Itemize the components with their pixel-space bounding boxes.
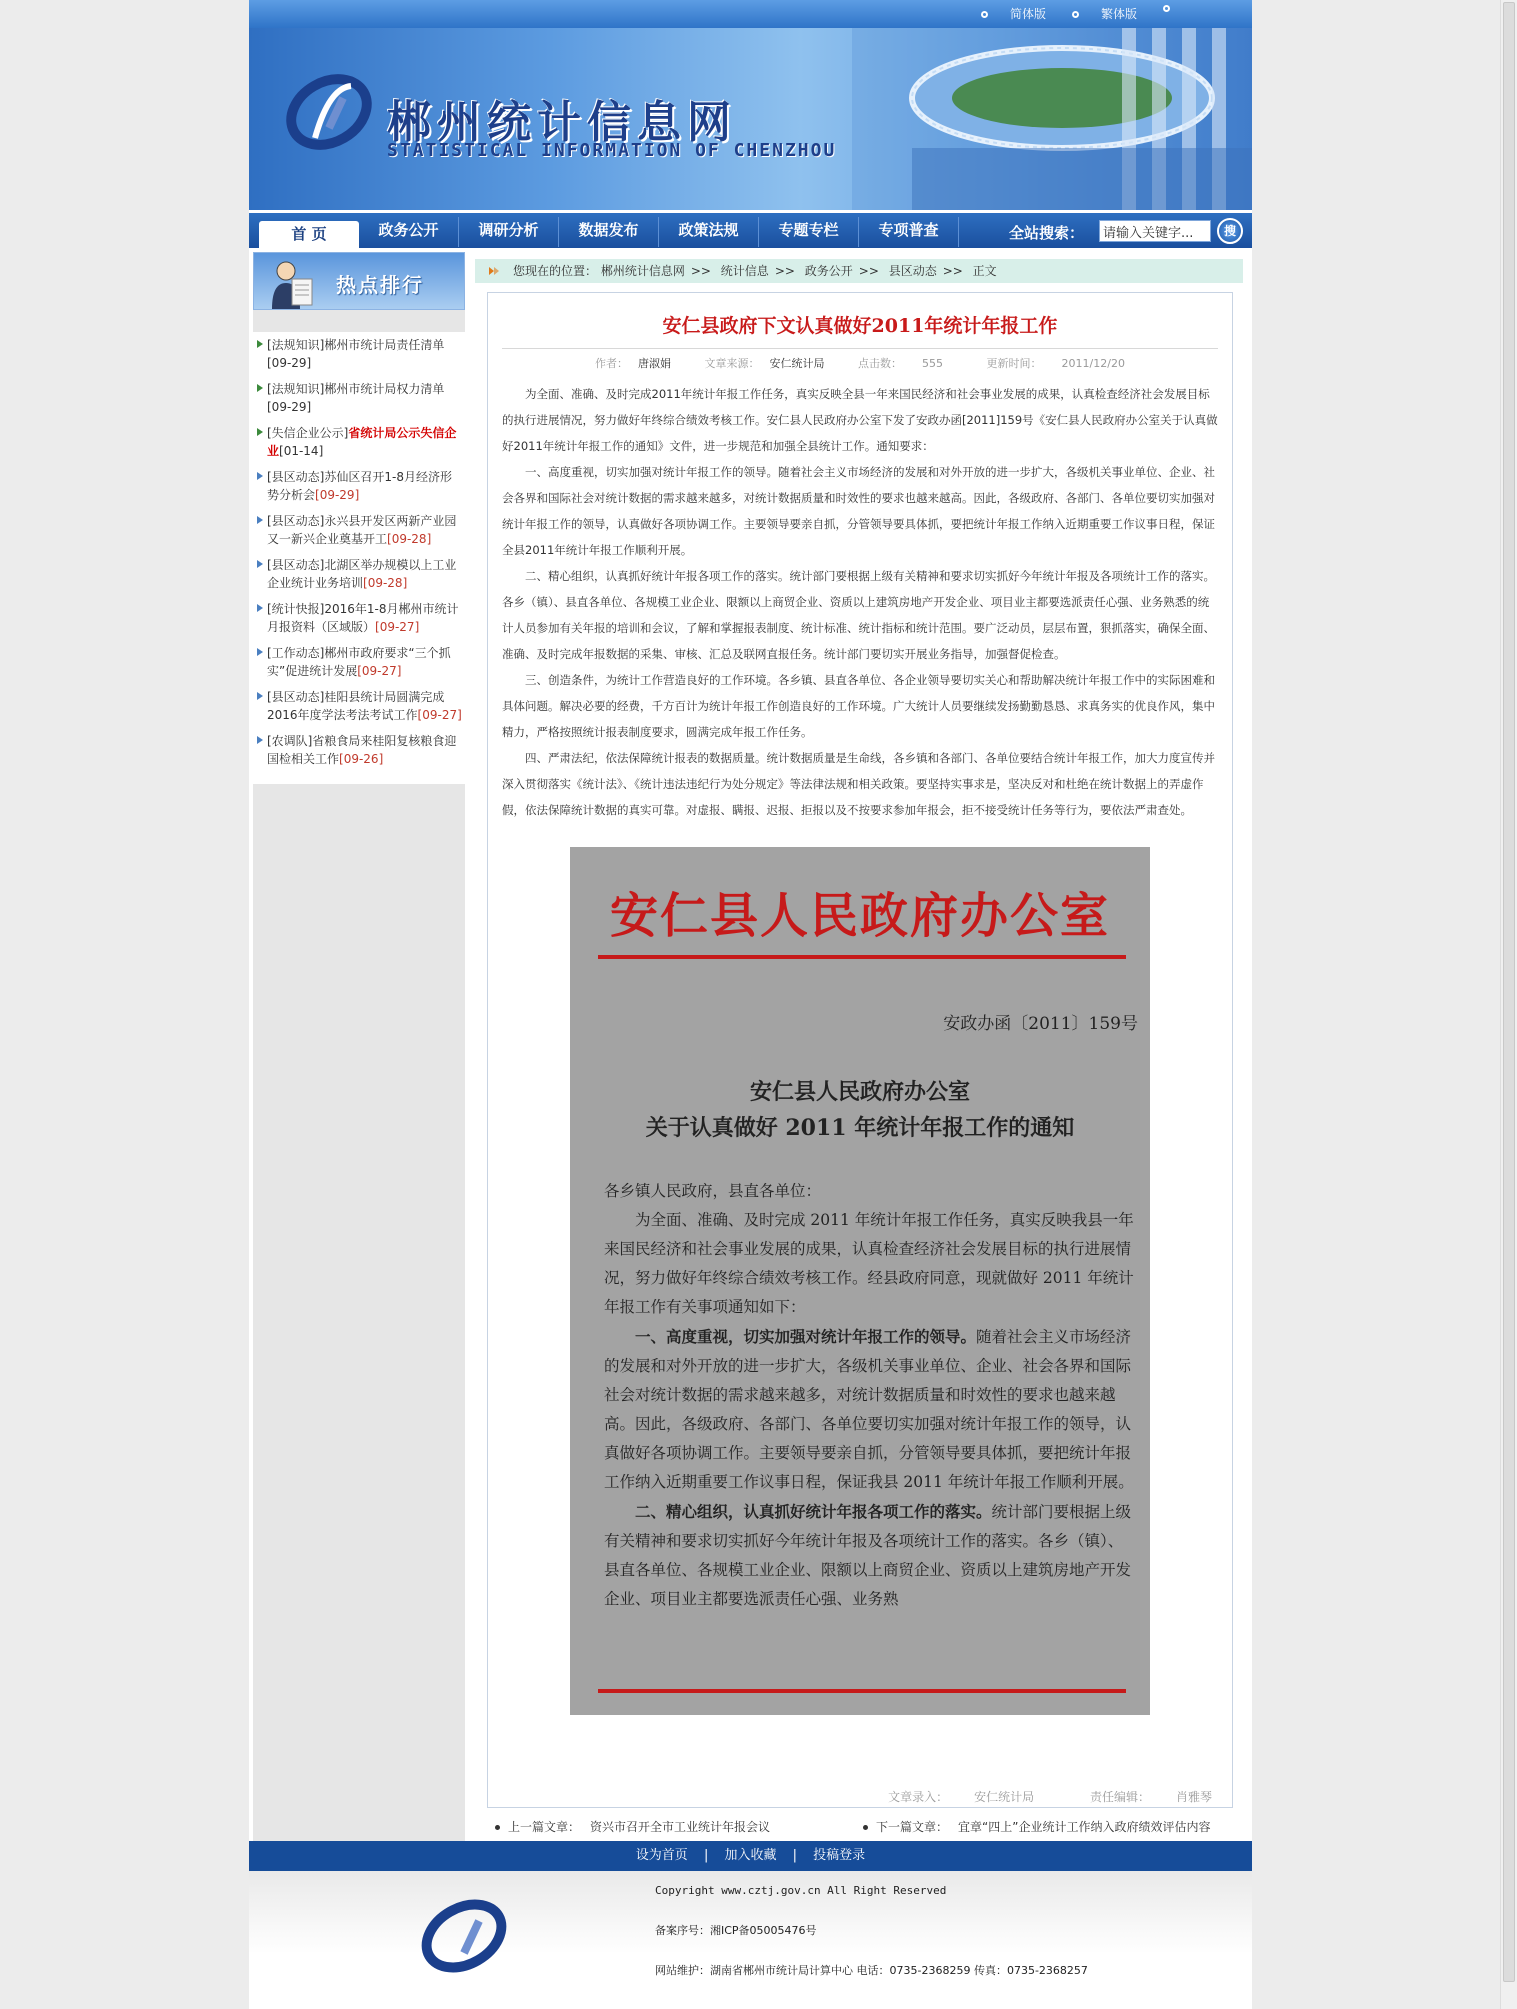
article-panel xyxy=(487,292,1233,1808)
arrow-icon xyxy=(257,384,263,392)
breadcrumb-link[interactable]: 郴州统计信息网 xyxy=(600,264,685,278)
list-item[interactable]: [统计快报]2016年1-8月郴州市统计月报资料（区域版）[09-27] xyxy=(255,600,463,636)
source: 安仁统计局 xyxy=(769,357,825,370)
set-homepage-link[interactable]: 设为首页 xyxy=(635,1848,688,1863)
bullet-icon xyxy=(495,1825,500,1830)
main-nav xyxy=(249,210,1252,248)
site-logo-icon xyxy=(285,68,373,156)
submit-login-link[interactable]: 投稿登录 xyxy=(813,1848,866,1863)
prev-article[interactable]: 上一篇文章： 资兴市召开全市工业统计年报会议 xyxy=(495,1816,770,1838)
search-input[interactable] xyxy=(1099,220,1211,242)
red-rule xyxy=(598,955,1126,959)
person-icon xyxy=(266,257,316,309)
sidebar xyxy=(253,252,465,1842)
bullet-icon xyxy=(1163,5,1170,12)
hot-ranking-header xyxy=(253,252,465,310)
arrow-icon xyxy=(257,736,263,744)
doc-title-line1: 安仁县人民政府办公室 xyxy=(749,1079,970,1105)
vertical-scrollbar[interactable] xyxy=(1500,0,1517,2009)
simplified-link[interactable]: 简体版 xyxy=(1009,7,1046,21)
paragraph: 为全面、准确、及时完成2011年统计年报工作任务，真实反映全县一年来国民经济和社会事业发展的成果，认真检查经济社会发展目标的执行进展情况，努力做好年终综合绩效考核工作。安仁县人民政府办公室下发了安政办函[2011]159号《安仁县人民政府办公室关于认真做好2011年统计年报工作的通知》文件，进一步规范和加强全县统计工作。通知要求： xyxy=(502,387,1218,453)
nav-policy[interactable]: 政策法规 xyxy=(659,217,759,247)
footer-links: 设为首页 | 加入收藏 | 投稿登录 xyxy=(249,1841,1252,1871)
arrow-icon xyxy=(257,472,263,480)
search-button[interactable]: 搜 xyxy=(1217,218,1243,244)
nav-data-release[interactable]: 数据发布 xyxy=(559,217,659,247)
breadcrumb-link[interactable]: 政务公开 xyxy=(804,264,853,278)
breadcrumb-current: 正文 xyxy=(972,264,997,278)
maintainer-info: 网站维护：湖南省郴州市统计局计算中心 电话：0735-2368259 传真：0735-2368257 xyxy=(655,1964,1088,1977)
site-title-en: STATISTICAL INFORMATION OF CHENZHOU xyxy=(387,140,837,161)
nav-census[interactable]: 专项普查 xyxy=(859,217,959,247)
next-article[interactable]: 下一篇文章： 宜章“四上”企业统计工作纳入政府绩效评估内容 xyxy=(863,1816,1210,1838)
nav-research[interactable]: 调研分析 xyxy=(459,217,559,247)
nav-gov-affairs[interactable]: 政务公开 xyxy=(359,217,459,247)
paragraph: 四、严肃法纪，依法保障统计报表的数据质量。统计数据质量是生命线，各乡镇和各部门、各单位要结合统计年报工作，加大力度宣传并深入贯彻落实《统计法》、《统计违法违纪行为处分规定》等法律法规和相关政策。要坚持实事求是，坚决反对和杜绝在统计数据上的弄虚作假，依法保障统计数据的真实可靠。对虚报、瞒报、迟报、拒报以及不按要求参加年报会，拒不接受统计任务等行为，要依法严肃查处。 xyxy=(502,751,1215,817)
bullet-icon xyxy=(981,11,988,18)
list-item[interactable]: [县区动态]桂阳县统计局圆满完成2016年度学法考法考试工作[09-27] xyxy=(255,688,463,724)
paragraph: 二、精心组织，认真抓好统计年报各项工作的落实。统计部门要根据上级有关精神和要求切实抓好今年统计年报及各项统计工作的落实。各乡（镇）、县直各单位、各规模工业企业、限额以上商贸企业、资质以上建筑房地产开发企业、项目业主都要选派责任心强、业务熟悉的统计人员参加有关年报的培训和会议，了解和掌握报表制度、统计标准、统计指标和统计范围。要广泛动员，层层布置，狠抓落实，确保全面、准确、及时完成年报数据的采集、审核、汇总及联网直报任务。统计部门要切实开展业务指导，加强督促检查。 xyxy=(502,569,1215,661)
click-count: 555 xyxy=(922,357,944,370)
footer xyxy=(249,1871,1252,2009)
divider xyxy=(502,348,1218,349)
article-credits: 文章录入： 安仁统计局 责任编辑： 肖雅琴 xyxy=(888,1790,1212,1804)
doc-title-line2: 关于认真做好 2011 年统计年报工作的通知 xyxy=(645,1115,1075,1141)
list-item[interactable]: [工作动态]郴州市政府要求“三个抓实”促进统计发展[09-27] xyxy=(255,644,463,680)
arrow-icon xyxy=(257,516,263,524)
breadcrumb: 您现在的位置： 郴州统计信息网 >> 统计信息 >> 政务公开 >> 县区动态 >> 正文 xyxy=(475,259,1243,283)
list-item[interactable]: [失信企业公示]省统计局公示失信企业[01-14] xyxy=(255,424,463,460)
list-item[interactable]: [农调队]省粮食局来桂阳复核粮食迎国检相关工作[09-26] xyxy=(255,732,463,768)
copyright: Copyright www.cztj.gov.cn All Right Reserved xyxy=(655,1884,947,1897)
nav-special-topics[interactable]: 专题专栏 xyxy=(759,217,859,247)
arrow-icon xyxy=(257,604,263,612)
list-item[interactable]: [县区动态]苏仙区召开1-8月经济形势分析会[09-29] xyxy=(255,468,463,504)
double-arrow-icon xyxy=(489,266,499,276)
language-switch xyxy=(981,5,1192,22)
add-favorite-link[interactable]: 加入收藏 xyxy=(724,1848,777,1863)
updated-date: 2011/12/20 xyxy=(1061,357,1125,370)
breadcrumb-link[interactable]: 县区动态 xyxy=(888,264,937,278)
entry-by: 安仁统计局 xyxy=(974,1790,1035,1804)
list-item[interactable]: [法规知识]郴州市统计局权力清单 [09-29] xyxy=(255,380,463,416)
arrow-icon xyxy=(257,692,263,700)
footer-logo-icon xyxy=(419,1891,509,1981)
doc-text: 各乡镇人民政府，县直各单位： 为全面、准确、及时完成 2011 年统计年报工作任务，真实反映我县一年来国民经济和社会事业发展的成果，认真检查经济社会发展目标的执行进展情况，努力做好年终综合绩效考核工作。经县政府同意，现就做好 2011 年统计年报工作有关事项通知如下： 一、高度重视，切实加强对统计年报工作的领导。随着社会主义市场经济的发展和对外开放的进一步扩大，各级机关事业单位、企业、社会各界和国际社会对统计数据的需求越来越多，对统计数据质量和时效性的要求也越来越高。因此，各级政府、各部门、各单位要切实加强对统计年报工作的领导，认真做好各项协调工作。主要领导要亲自抓，分管领导要具体抓，要把统计年报工作纳入近期重要工作议事日程，保证我县 2011 年统计年报工作顺利开展。 二、精心组织，认真抓好统计年报各项工作的落实。统计部门要根据上级有关精神和要求切实抓好今年统计年报及各项统计工作的落实。各乡（镇）、县直各单位、各规模工业企业、限额以上商贸企业、资质以上建筑房地产开发企业、项目业主都要选派责任心强、业务熟 xyxy=(604,1182,1134,1608)
stadium-image xyxy=(852,28,1252,210)
search-label: 全站搜索： xyxy=(1009,224,1085,242)
bullet-icon xyxy=(1072,11,1079,18)
hot-ranking-list xyxy=(253,332,465,784)
article-meta: 作者： 唐淑娟 文章来源： 安仁统计局 点击数： 555 更新时间： 2011/12/20 xyxy=(595,357,1125,370)
article-title: 安仁县政府下文认真做好2011年统计年报工作 xyxy=(662,315,1058,337)
list-item[interactable]: [法规知识]郴州市统计局责任清单 [09-29] xyxy=(255,336,463,372)
top-strip xyxy=(249,0,1252,28)
editor: 肖雅琴 xyxy=(1175,1790,1212,1804)
doc-number: 安政办函〔2011〕159号 xyxy=(943,1014,1138,1034)
arrow-icon xyxy=(257,648,263,656)
prev-next-nav xyxy=(487,1816,1247,1838)
site-title: 郴州统计信息网 xyxy=(387,97,737,148)
hot-ranking-title: 热点排行 xyxy=(336,273,424,297)
nav-home[interactable]: 首 页 xyxy=(259,221,359,249)
scrollbar-thumb[interactable] xyxy=(1503,2,1515,1982)
list-item[interactable]: [县区动态]永兴县开发区两新产业园又一新兴企业奠基开工[09-28] xyxy=(255,512,463,548)
article-body xyxy=(488,371,1232,823)
paragraph: 三、创造条件，为统计工作营造良好的工作环境。各乡镇、县直各单位、各企业领导要切实关心和帮助解决统计年报工作中的实际困难和具体问题。解决必要的经费，千方百计为统计年报工作创造良好的工作环境。广大统计人员要继续发扬勤勤恳恳、求真务实的优良作风，集中精力，严格按照统计报表制度要求，圆满完成年报工作任务。 xyxy=(502,673,1215,739)
arrow-icon xyxy=(257,428,263,436)
arrow-icon xyxy=(257,340,263,348)
icp-number: 备案序号：湘ICP备05005476号 xyxy=(655,1924,817,1937)
traditional-link[interactable]: 繁体版 xyxy=(1100,7,1137,21)
site-banner xyxy=(249,28,1252,210)
doc-header: 安仁县人民政府办公室 xyxy=(610,888,1111,944)
author: 唐淑娟 xyxy=(638,357,672,370)
arrow-icon xyxy=(257,560,263,568)
bullet-icon xyxy=(863,1825,868,1830)
breadcrumb-prefix: 您现在的位置： xyxy=(513,264,598,278)
paragraph: 一、高度重视，切实加强对统计年报工作的领导。随着社会主义市场经济的发展和对外开放的进一步扩大，各级机关事业单位、企业、社会各界和国际社会对统计数据的需求越来越多，对统计数据质量和时效性的要求也越来越高。因此，各级政府、各部门、各单位要切实加强对统计年报工作的领导，认真做好各项协调工作。主要领导要亲自抓，分管领导要具体抓，要把统计年报工作纳入近期重要工作议事日程，保证全县2011年统计年报工作顺利开展。 xyxy=(502,465,1215,557)
list-item[interactable]: [县区动态]北湖区举办规模以上工业企业统计业务培训[09-28] xyxy=(255,556,463,592)
red-rule xyxy=(598,1689,1126,1693)
page-wrapper xyxy=(249,0,1252,2009)
document-scan-image xyxy=(570,847,1150,1715)
breadcrumb-link[interactable]: 统计信息 xyxy=(720,264,769,278)
